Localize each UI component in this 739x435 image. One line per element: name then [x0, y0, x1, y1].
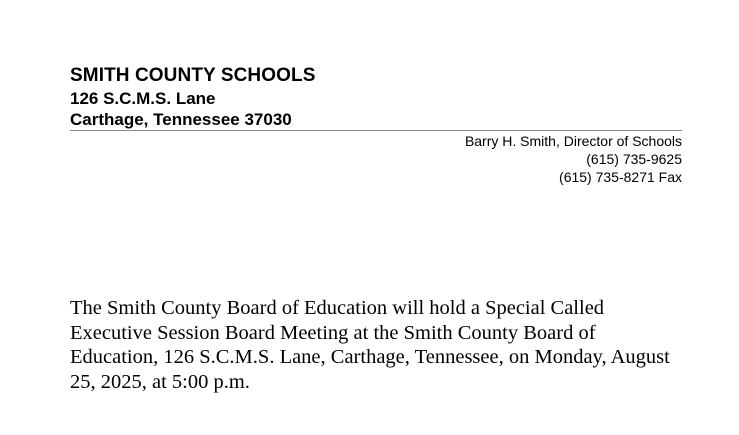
director-name: Barry H. Smith, Director of Schools	[464, 133, 682, 149]
letterhead-divider	[70, 130, 682, 131]
contact-block	[465, 132, 682, 186]
fax-number: (615) 735-8271 Fax	[559, 169, 682, 185]
meeting-notice: The Smith County Board of Education will hold a Special Called Executive Session Board Meeting at the Smith County Board of Education, 126 S.C.M.S. Lane, Carthage, Tennessee, on Monday, August 25, 2025, at 5:00 p.m.	[70, 297, 670, 393]
letterhead	[70, 64, 682, 130]
phone-number: (615) 735-9625	[586, 151, 682, 167]
organization-name: SMITH COUNTY SCHOOLS	[70, 65, 316, 86]
address-city-state-zip: Carthage, Tennessee 37030	[70, 110, 292, 129]
address-street: 126 S.C.M.S. Lane	[70, 89, 216, 108]
